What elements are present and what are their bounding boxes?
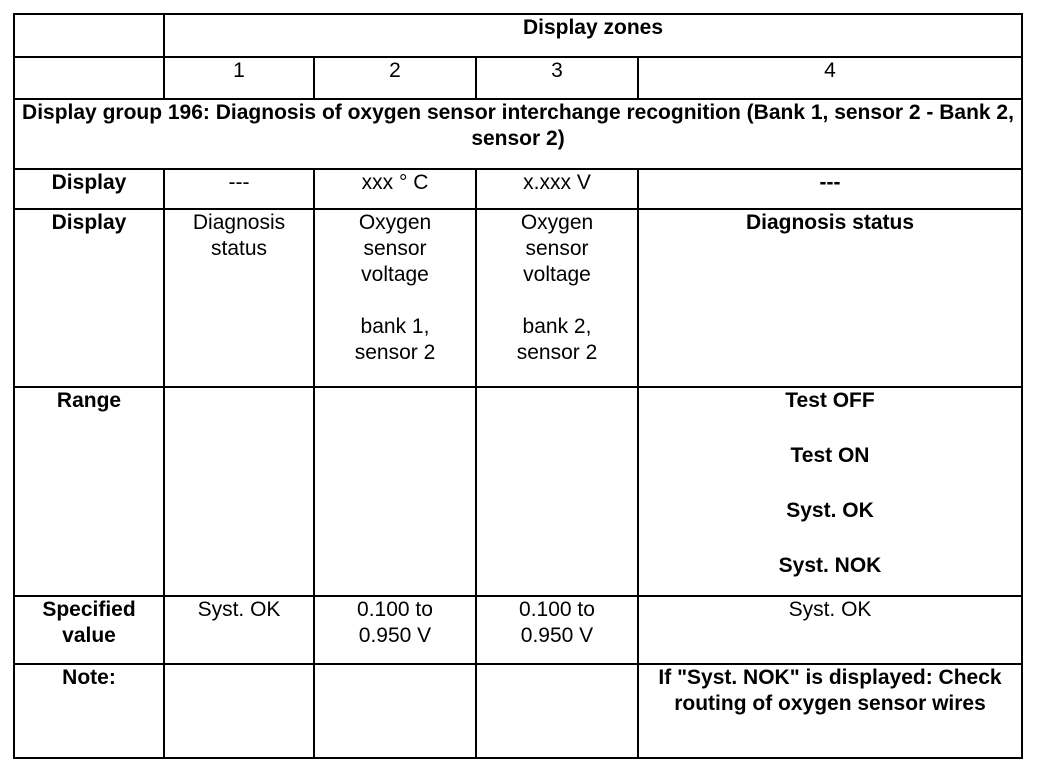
specified-value-row <box>14 596 1022 664</box>
display-value-zone-1: --- <box>164 169 314 209</box>
row-label-display: Display <box>14 169 164 209</box>
row-label-display-desc: Display <box>14 209 164 387</box>
zone-number-2: 2 <box>314 57 476 99</box>
row-label-range: Range <box>14 387 164 596</box>
range-zone-4 <box>638 387 1022 596</box>
header-row-zone-numbers <box>14 57 1022 99</box>
display-group-row <box>14 99 1022 169</box>
display-group-title: Display group 196: Diagnosis of oxygen sensor interchange recognition (Bank 1, sensor 2 - Bank 2, sensor 2) <box>14 99 1022 169</box>
empty-corner-cell <box>14 57 164 99</box>
zone-number-3: 3 <box>476 57 638 99</box>
display-desc-zone-4: Diagnosis status <box>638 209 1022 387</box>
oxygen-sensor-voltage-text-zone-2: Oxygen sensor voltage <box>358 211 432 286</box>
bank-1-sensor-2-text: bank 1, sensor 2 <box>354 315 436 364</box>
display-desc-zone-1 <box>164 209 314 387</box>
specified-value-zone-1: Syst. OK <box>164 596 314 664</box>
display-group-table <box>13 13 1023 759</box>
display-description-row <box>14 209 1022 387</box>
range-item: Syst. OK <box>786 499 874 522</box>
oxygen-sensor-voltage-text-zone-3: Oxygen sensor voltage <box>520 211 594 286</box>
note-row <box>14 664 1022 758</box>
note-zone-2 <box>314 664 476 758</box>
display-value-zone-4: --- <box>638 169 1022 209</box>
display-value-zone-2: xxx ° C <box>314 169 476 209</box>
display-value-zone-3: x.xxx V <box>476 169 638 209</box>
zone-number-1: 1 <box>164 57 314 99</box>
range-row <box>14 387 1022 596</box>
display-desc-zone-2 <box>314 209 476 387</box>
range-zone-3 <box>476 387 638 596</box>
range-zone-2 <box>314 387 476 596</box>
specified-value-zone-3: 0.100 to 0.950 V <box>476 596 638 664</box>
display-values-row <box>14 169 1022 209</box>
note-zone-3 <box>476 664 638 758</box>
display-zones-header: Display zones <box>164 14 1022 57</box>
note-zone-1 <box>164 664 314 758</box>
row-label-specified-value: Specified value <box>14 596 164 664</box>
specified-value-zone-2: 0.100 to 0.950 V <box>314 596 476 664</box>
diagnosis-status-text: Diagnosis status <box>192 211 286 260</box>
bank-2-sensor-2-text: bank 2, sensor 2 <box>516 315 598 364</box>
specified-value-zone-4: Syst. OK <box>638 596 1022 664</box>
empty-corner-cell <box>14 14 164 57</box>
range-item: Syst. NOK <box>778 554 882 577</box>
range-zone-1 <box>164 387 314 596</box>
range-item: Test ON <box>790 444 870 467</box>
note-zone-4: If "Syst. NOK" is displayed: Check routing of oxygen sensor wires <box>638 664 1022 758</box>
zone-number-4: 4 <box>638 57 1022 99</box>
header-row-zones <box>14 14 1022 57</box>
range-item: Test OFF <box>785 389 875 412</box>
row-label-note: Note: <box>14 664 164 758</box>
display-desc-zone-3 <box>476 209 638 387</box>
